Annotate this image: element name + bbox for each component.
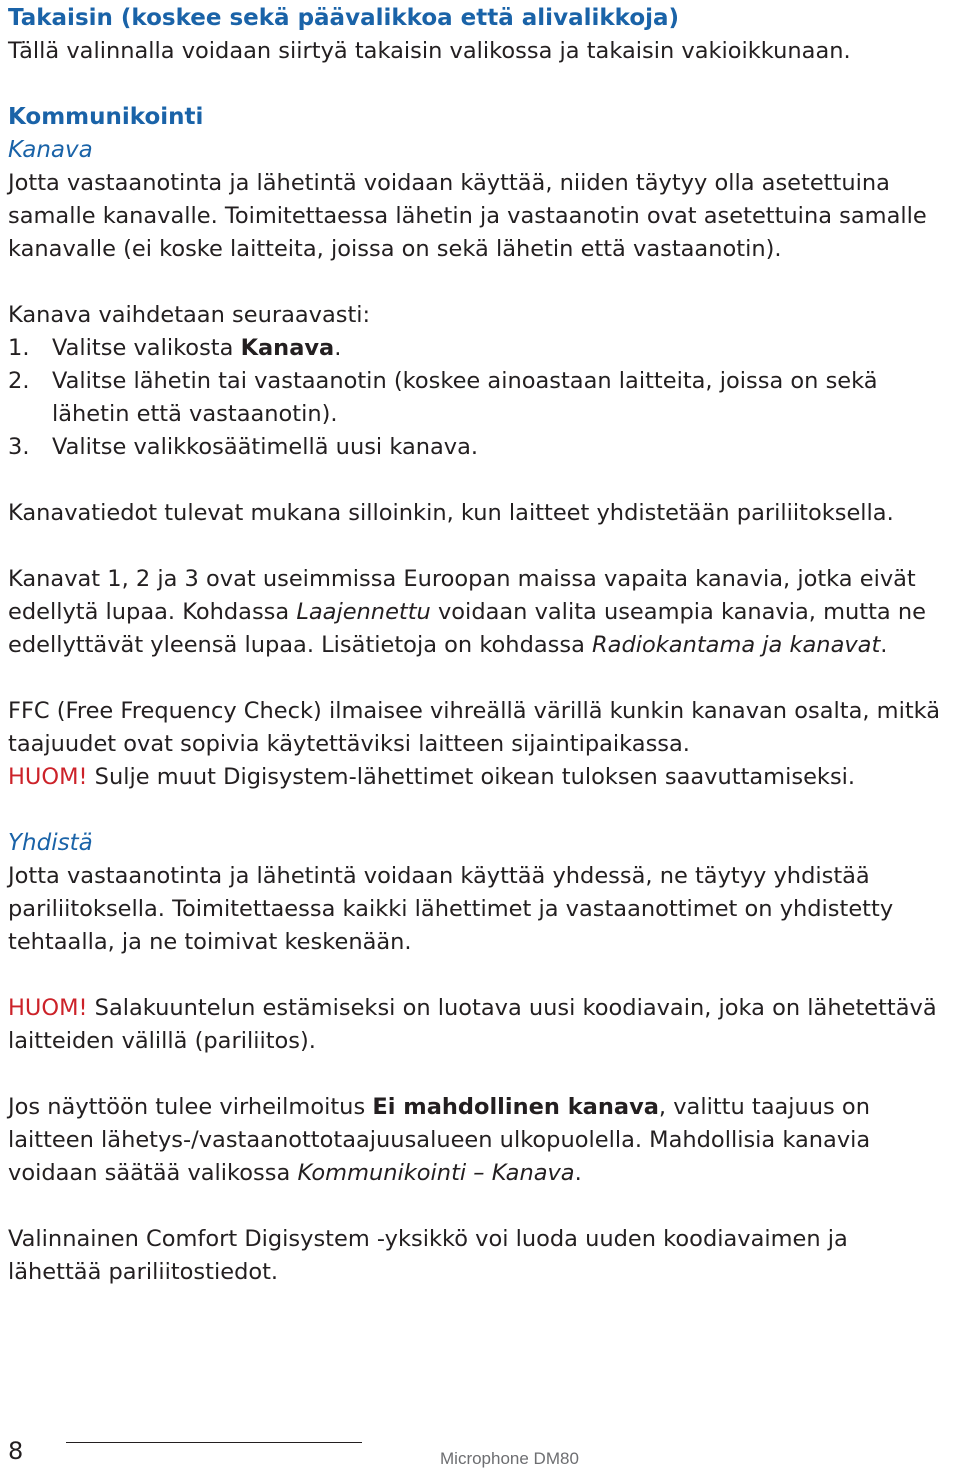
paragraph-back-description: Tällä valinnalla voidaan siirtyä takaisin valikossa ja takaisin vakioikkunaan. [8,38,851,64]
paragraph-free-channels: Kanavat 1, 2 ja 3 ovat useimmissa Euroopan maissa vapaita kanavia, jotka eivät edellytä lupaa. Kohdassa Laajennettu voidaan valita useampia kanavia, mutta ne edellyttävät yleensä lupaa. Lisätietoja on kohdassa Radiokantama ja kanavat. [8,566,926,658]
section-heading-back: Takaisin (koskee sekä päävalikkoa että alivalikkoja) [8,5,680,31]
paragraph-channel-pairing: Kanavatiedot tulevat mukana silloinkin, kun laitteet yhdistetään pariliitoksella. [8,500,894,526]
warning-label: HUOM! [8,995,88,1021]
subheading-channel: Kanava [8,137,93,163]
document-page [8,0,948,1289]
page-number: 8 [8,1437,24,1465]
note-ffc: HUOM! Sulje muut Digisystem-lähettimet oikean tuloksen saavuttamiseksi. [8,764,856,790]
step-number: 3. [8,434,30,460]
step-number: 1. [8,335,30,361]
warning-label: HUOM! [8,764,88,790]
page-footer [0,1436,960,1474]
section-heading-communication: Kommunikointi [8,104,204,130]
step-text: Valitse valikkosäätimellä uusi kanava. [52,434,479,460]
paragraph-channel-intro: Jotta vastaanotinta ja lähetintä voidaan käyttää, niiden täytyy olla asetettuina samalle kanavalle. Toimitettaessa lähetin ja vastaanotin ovat asetettuina samalle kanavalle (ei koske laitteita, joissa on sekä lähetin että vastaanotin). [8,170,927,262]
step-number: 2. [8,368,30,394]
error-message-text: Ei mahdollinen kanava [372,1094,659,1120]
steps-list [8,332,948,464]
paragraph-ffc: FFC (Free Frequency Check) ilmaisee vihreällä värillä kunkin kanavan osalta, mitkä taajuudet ovat sopivia käytettäviksi laitteen sijaintipaikassa. [8,698,941,757]
document-title: Microphone DM80 [440,1449,579,1468]
list-item [8,431,948,464]
subheading-pair: Yhdistä [8,830,93,856]
step-text: Valitse lähetin tai vastaanotin (koskee ainoastaan laitteita, joissa on sekä lähetin että vastaanotin). [52,368,878,427]
paragraph-pair: Jotta vastaanotinta ja lähetintä voidaan käyttää yhdessä, ne täytyy yhdistää pariliitoksella. Toimitettaessa kaikki lähettimet ja vastaanottimet on yhdistetty tehtaalla, ja ne toimivat keskenään. [8,863,894,955]
reference-menu-path: Kommunikointi – Kanava [297,1160,575,1186]
footer-divider [66,1442,362,1443]
paragraph-comfort-digisystem: Valinnainen Comfort Digisystem -yksikkö voi luoda uuden koodiavaimen ja lähettää pariliitostiedot. [8,1226,848,1285]
paragraph-error-message: Jos näyttöön tulee virheilmoitus Ei mahdollinen kanava, valittu taajuus on laitteen lähetys-/vastaanottotaajuusalueen ulkopuolella. Mahdollisia kanavia voidaan säätää valikossa Kommunikointi – Kanava. [8,1094,871,1186]
reference-extended: Laajennettu [296,599,431,625]
steps-intro: Kanava vaihdetaan seuraavasti: [8,302,371,328]
list-item: 1. Valitse valikosta Kanava. [8,332,948,365]
step-text: Valitse valikosta [52,335,241,361]
reference-range-channels: Radiokantama ja kanavat [592,632,881,658]
list-item [8,365,948,431]
step-menu-item: Kanava [240,335,335,361]
note-security: HUOM! Salakuuntelun estämiseksi on luotava uusi koodiavain, joka on lähetettävä laitteiden välillä (pariliitos). [8,995,937,1054]
